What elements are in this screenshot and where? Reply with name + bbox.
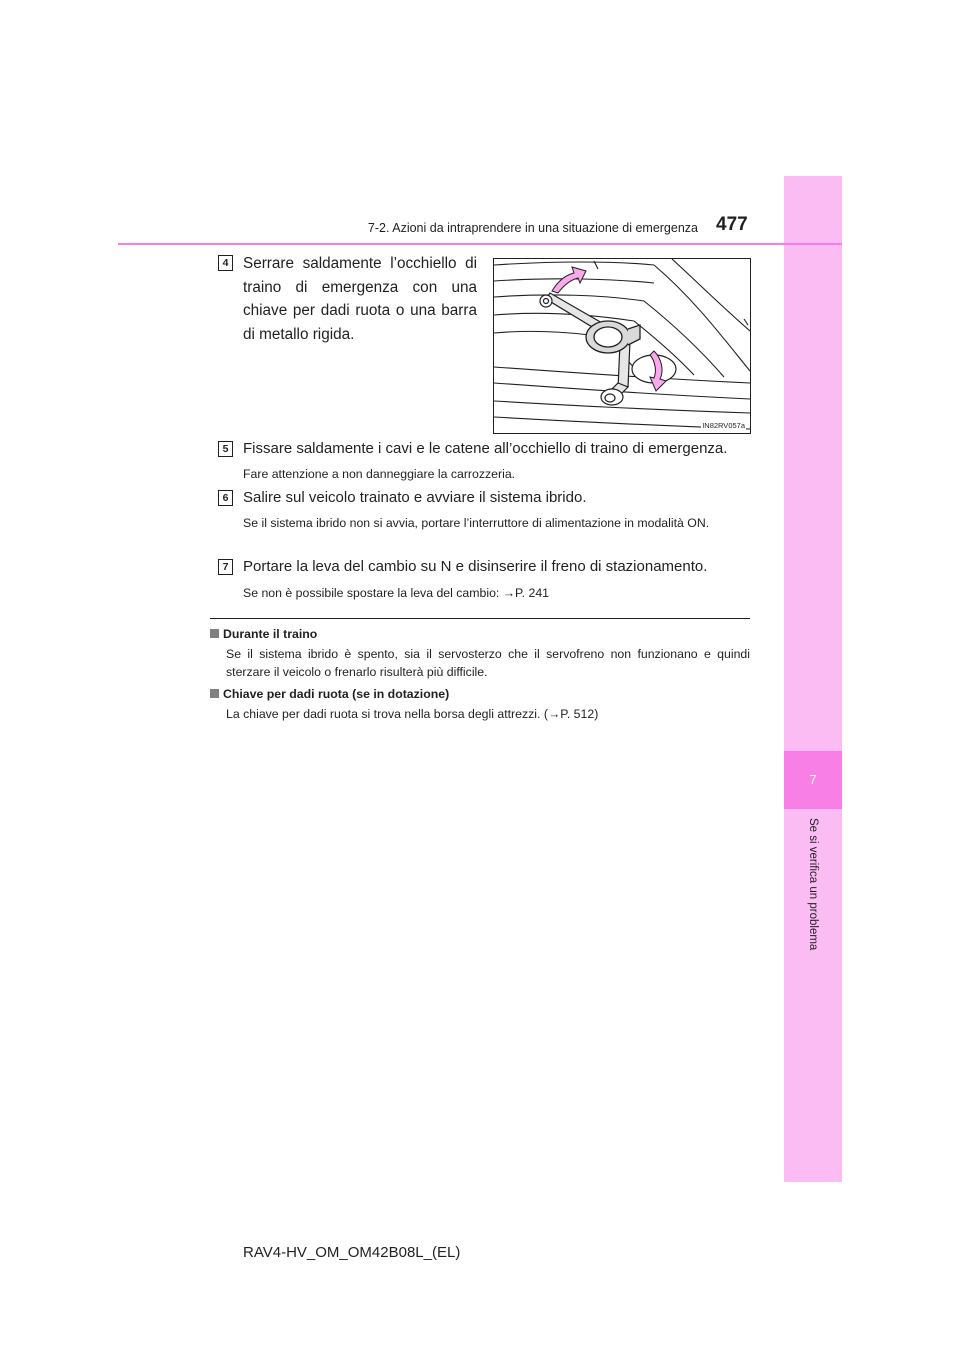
note-title-towing: Durante il traino <box>210 626 317 642</box>
step-6-text: Salire sul veicolo trainato e avviare il sistema ibrido. <box>243 489 587 506</box>
square-bullet-icon <box>210 629 219 638</box>
chapter-number-tab: 7 <box>784 751 842 809</box>
square-bullet-icon <box>210 689 219 698</box>
step-number-5: 5 <box>218 441 233 457</box>
step-5-note: Fare attenzione a non danneggiare la carrozzeria. <box>243 467 516 481</box>
chapter-side-tab <box>784 176 842 1182</box>
step-5-text: Fissare saldamente i cavi e le catene all’occhiello di traino di emergenza. <box>243 440 728 457</box>
section-divider <box>210 618 750 619</box>
page-number: 477 <box>716 214 748 235</box>
step-7-note: Se non è possibile spostare la leva del cambio: →P. 241 <box>243 586 550 600</box>
figure-code: IN82RV057a <box>702 421 745 430</box>
step-number-6: 6 <box>218 490 233 506</box>
header-rule <box>118 243 842 245</box>
towing-eyelet-illustration <box>493 258 751 434</box>
section-title: 7-2. Azioni da intraprendere in una situazione di emergenza <box>367 221 698 235</box>
wrench-diagram <box>494 259 750 433</box>
step-4-text: Serrare saldamente l’occhiello di traino di emergenza con una chiave per dadi ruota o una barra di metallo rigida. <box>243 255 477 343</box>
step-number-7: 7 <box>218 559 233 575</box>
manual-code-footer: RAV4-HV_OM_OM42B08L_(EL) <box>243 1244 461 1261</box>
note-body-wrench: La chiave per dadi ruota si trova nella borsa degli attrezzi. (→P. 512) <box>226 707 599 721</box>
chapter-title-vertical: Se si verifica un problema <box>807 818 819 951</box>
step-number-4: 4 <box>218 255 233 271</box>
step-7-text: Portare la leva del cambio su N e disinserire il freno di stazionamento. <box>243 558 708 575</box>
note-body-towing: Se il sistema ibrido è spento, sia il servosterzo che il servofreno non funzionano e quindi sterzare il veicolo o frenarlo risulterà più difficile. <box>226 647 750 679</box>
note-title-wrench: Chiave per dadi ruota (se in dotazione) <box>210 686 449 702</box>
step-6-note: Se il sistema ibrido non si avvia, portare l’interruttore di alimentazione in modalità ON. <box>243 516 710 530</box>
